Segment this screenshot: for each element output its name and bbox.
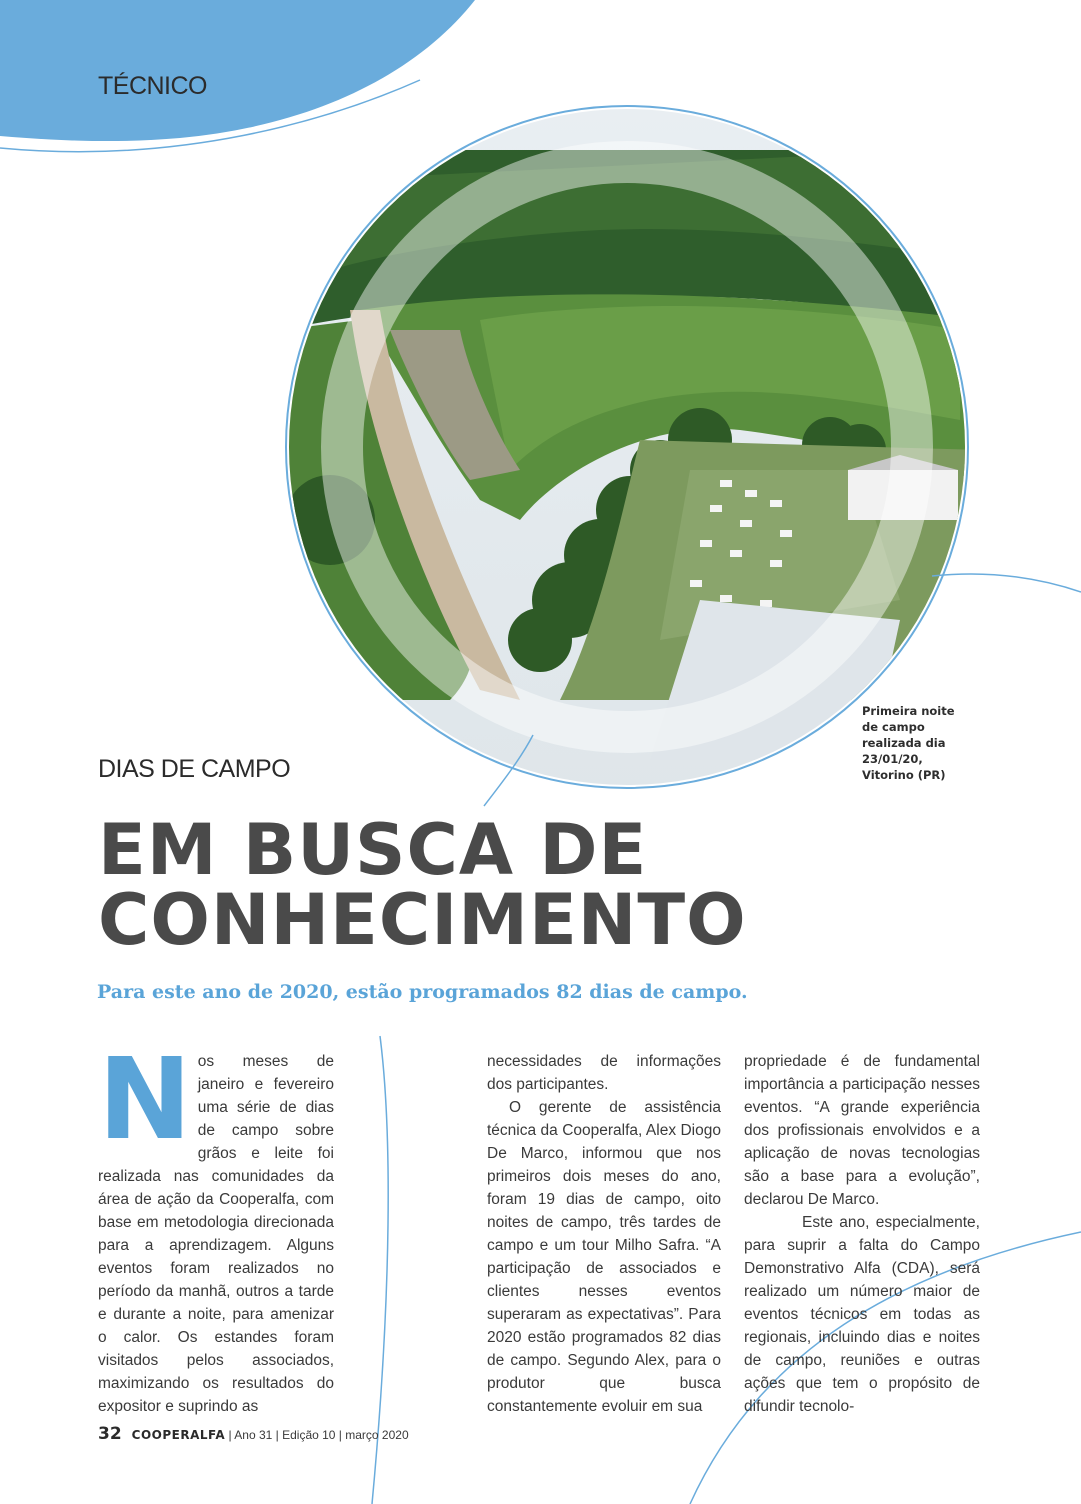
- body-paragraph: necessidades de informações dos participantes.: [487, 1053, 721, 1093]
- footer-brand: COOPERALFA: [131, 1428, 226, 1442]
- aerial-photo: [280, 100, 980, 800]
- title-line-1: EM BUSCA DE: [98, 809, 648, 891]
- article-title: [98, 809, 747, 961]
- article-column-3: [744, 1050, 980, 1418]
- page-number: 32: [98, 1424, 122, 1444]
- corner-blue-shape: [0, 0, 475, 141]
- article-column-1: [98, 1035, 334, 1418]
- body-paragraph: os meses de janeiro e fevereiro uma série de dias de campo sobre grãos e leite foi realizada nas comunidades da área de ação da Cooperalfa, com base em metodologia direcionada para a aprendizagem. Alguns eventos foram realizados no período da manhã, outros a tarde e durante a noite, para amenizar o calor. Os estandes foram visitados pelos associados, maximizando os resultados do expositor e suprindo as: [98, 1053, 334, 1415]
- body-paragraph: Este ano, especialmente, para suprir a falta do Campo Demonstrativo Alfa (CDA), será realizado um número maior de eventos técnicos em todas as regionais, incluindo dias e noites de campo, reuniões e outras ações que tem o propósito de difundir tecnolo-: [744, 1214, 980, 1415]
- article-subtitle: Para este ano de 2020, estão programados 82 dias de campo.: [97, 981, 748, 1003]
- article-kicker: DIAS DE CAMPO: [98, 755, 291, 783]
- caption-line: de campo: [862, 720, 925, 734]
- footer-details: | Ano 31 | Edição 10 | março 2020: [225, 1428, 409, 1442]
- photo-caption: [862, 703, 972, 783]
- caption-line: 23/01/20,: [862, 752, 923, 766]
- article-column-2: [487, 1050, 721, 1418]
- title-line-2: CONHECIMENTO: [98, 879, 747, 961]
- body-paragraph: O gerente de assistência técnica da Cooperalfa, Alex Diogo De Marco, informou que nos primeiros dois meses do ano, foram 19 dias de campo, oito noites de campo, três tardes de campo e um tour Milho Safra. “A participação de associados e clientes nesses eventos superaram as expectativas”. Para 2020 estão programados 82 dias de campo. Segundo Alex, para o produtor que busca constantemente evoluir em sua: [487, 1099, 721, 1415]
- caption-line: realizada dia: [862, 736, 946, 750]
- section-label: TÉCNICO: [98, 72, 207, 100]
- page-footer: [98, 1424, 409, 1444]
- caption-line: Vitorino (PR): [862, 768, 946, 782]
- drop-cap: N: [98, 1035, 192, 1165]
- caption-line: Primeira noite: [862, 704, 955, 718]
- body-paragraph: propriedade é de fundamental importância a participação nesses eventos. “A grande experiência dos profissionais envolvidos e a aplicação de novas tecnologias são a base para a evolução”, declarou De Marco.: [744, 1053, 980, 1208]
